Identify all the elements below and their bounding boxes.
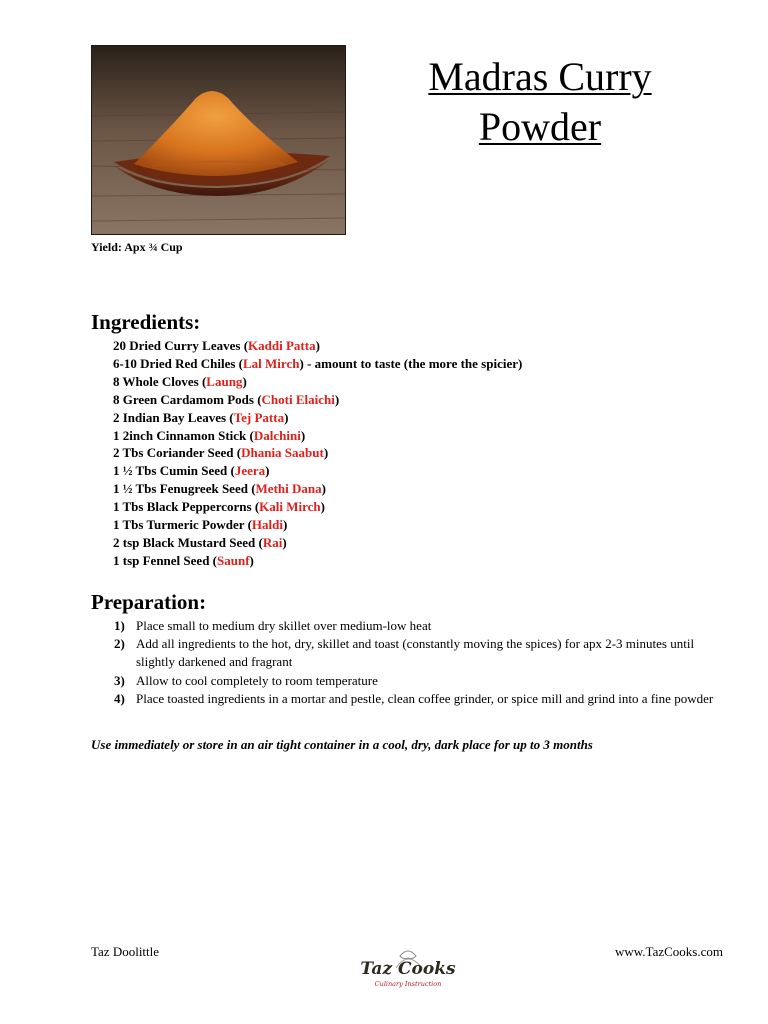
step-text: Add all ingredients to the hot, dry, skillet and toast (constantly moving the spices) for apx 2-3 minutes until slightly darkened and fragrant: [136, 636, 695, 670]
taz-cooks-logo: [360, 946, 456, 996]
ingredient-item: 1 tsp Fennel Seed (Saunf): [113, 552, 254, 568]
curry-powder-photo: [91, 45, 346, 235]
ingredient-item: 8 Green Cardamom Pods (Choti Elaichi): [113, 391, 340, 407]
step-text: Allow to cool completely to room temperature: [136, 672, 378, 688]
step-text: Place toasted ingredients in a mortar and pestle, clean coffee grinder, or spice mill and grind into a fine powder: [136, 690, 714, 706]
preparation-steps: [91, 617, 731, 708]
ingredient-item: 1 ½ Tbs Cumin Seed (Jeera): [113, 463, 270, 479]
ingredient-item: 2 Indian Bay Leaves (Tej Patta): [113, 409, 289, 425]
logo-tagline: Culinary Instruction: [374, 980, 442, 988]
ingredients-heading: Ingredients:: [91, 310, 201, 334]
ingredient-item: 2 tsp Black Mustard Seed (Rai): [113, 534, 287, 550]
step-item: [91, 672, 731, 690]
ingredient-item: 1 ½ Tbs Fenugreek Seed (Methi Dana): [113, 481, 326, 497]
ingredients-list: [113, 337, 522, 570]
hindi-name: Choti Elaichi: [261, 391, 335, 407]
hindi-name: Jeera: [234, 463, 266, 479]
step-item: [91, 690, 731, 708]
step-number: 4): [114, 690, 125, 706]
step-number: 1): [114, 618, 125, 633]
preparation-heading: Preparation:: [91, 590, 207, 614]
hindi-name: Dhania Saabut: [241, 445, 324, 461]
hindi-name: Tej Patta: [233, 409, 285, 425]
logo-name: Taz Cooks: [360, 959, 456, 979]
ingredient-item: 8 Whole Cloves (Laung): [113, 373, 247, 389]
hindi-name: Kaddi Patta: [248, 338, 316, 353]
hindi-name: Dalchini: [253, 427, 301, 443]
hindi-name: Saunf: [217, 552, 250, 568]
ingredient-item: 1 Tbs Black Peppercorns (Kali Mirch): [113, 499, 326, 515]
step-text: Place small to medium dry skillet over medium-low heat: [136, 618, 432, 633]
hindi-name: Laung: [206, 373, 243, 389]
recipe-title: Madras Curry Powder: [428, 54, 652, 149]
footer-website: www.TazCooks.com: [614, 944, 723, 959]
ingredient-item: 20 Dried Curry Leaves (Kaddi Patta): [113, 338, 320, 353]
step-number: 2): [114, 636, 125, 652]
step-number: 3): [114, 672, 125, 688]
yield-text: Yield: Apx ¾ Cup: [91, 240, 183, 254]
hindi-name: Lal Mirch: [243, 355, 300, 371]
hindi-name: Methi Dana: [255, 481, 322, 497]
hindi-name: Kali Mirch: [259, 499, 321, 515]
storage-note: Use immediately or store in an air tight container in a cool, dry, dark place for up to 3 months: [91, 737, 593, 752]
hindi-name: Rai: [262, 534, 283, 550]
step-item: [91, 617, 731, 635]
ingredient-item: 1 2inch Cinnamon Stick (Dalchini): [113, 427, 306, 443]
ingredient-item: 6-10 Dried Red Chiles (Lal Mirch) - amount to taste (the more the spicier): [113, 355, 523, 371]
ingredient-item: 2 Tbs Coriander Seed (Dhania Saabut): [113, 445, 329, 461]
footer-author: Taz Doolittle: [91, 944, 160, 959]
step-item: [91, 635, 731, 671]
hindi-name: Haldi: [251, 517, 283, 533]
ingredient-item: 1 Tbs Turmeric Powder (Haldi): [113, 517, 288, 533]
